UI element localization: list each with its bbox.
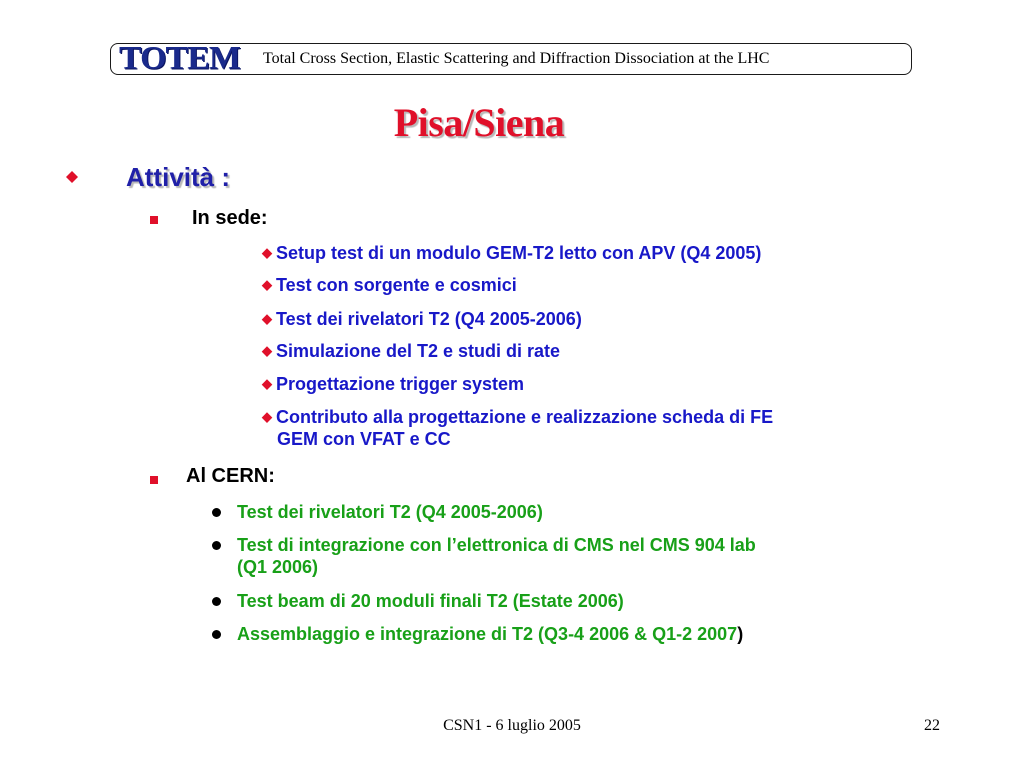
in-sede-label: In sede: [192, 207, 268, 229]
list-item: Assemblaggio e integrazione di T2 (Q3-4 2006 & Q1-2 2007) [212, 623, 743, 645]
bullet-dot-icon [212, 508, 221, 517]
list-item: Test beam di 20 moduli finali T2 (Estate 2006) [212, 590, 624, 612]
header-box [110, 40, 912, 77]
list-item: ◆ Setup test di un modulo GEM-T2 letto con APV (Q4 2005) [262, 243, 762, 263]
diamond-bullet-icon: ◆ [262, 343, 272, 358]
list-item: ◆ Progettazione trigger system [262, 374, 525, 394]
page-number: 22 [924, 717, 940, 734]
slide-title: Pisa/Siena [393, 100, 565, 145]
list-item: ◆ Test dei rivelatori T2 (Q4 2005-2006) [262, 309, 582, 329]
list-item: ◆ Contributo alla progettazione e realizzazione scheda di FE GEM con VFAT e CC [262, 407, 774, 449]
bullet-dot-icon [212, 597, 221, 606]
bullet-dot-icon [212, 630, 221, 639]
bullet-dot-icon [212, 541, 221, 550]
diamond-bullet-icon: ◆ [262, 277, 272, 292]
list-item: ◆ Simulazione del T2 e studi di rate [262, 341, 561, 361]
section-heading: Attività : [126, 162, 230, 192]
al-cern-label: Al CERN: [186, 465, 275, 487]
diamond-bullet-icon: ◆ [262, 245, 272, 260]
diamond-bullet-icon: ◆ [262, 311, 272, 326]
totem-logo: TOTEM [119, 40, 240, 77]
diamond-bullet-icon: ◆ [262, 376, 272, 391]
list-item: Test di integrazione con l’elettronica di CMS nel CMS 904 lab (Q1 2006) [212, 534, 756, 578]
footer-text: CSN1 - 6 luglio 2005 [443, 717, 581, 734]
diamond-bullet-icon: ◆ [262, 409, 272, 424]
red-diamond-bullet-icon [66, 171, 78, 183]
square-bullet-icon [150, 476, 158, 484]
square-bullet-icon [150, 216, 158, 224]
list-item: ◆ Test con sorgente e cosmici [262, 275, 517, 295]
header-title: Total Cross Section, Elastic Scattering and Diffraction Dissociation at the LHC [263, 50, 770, 67]
list-item: Test dei rivelatori T2 (Q4 2005-2006) [212, 501, 543, 523]
